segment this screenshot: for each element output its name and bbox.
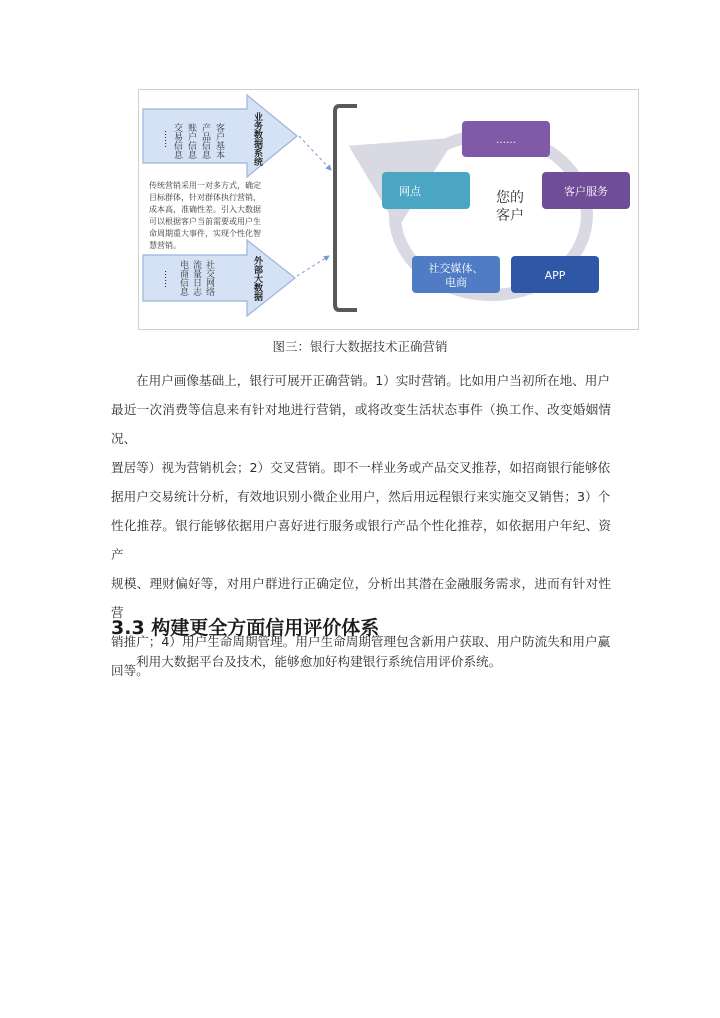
top-arrow-label: 业务数据系统	[252, 112, 262, 166]
bottom-col-2: 流量日志	[191, 260, 201, 296]
figure-diagram	[139, 90, 638, 329]
top-col-3: 产品信息	[200, 123, 210, 159]
section-body: 利用大数据平台及技术，能够愈加好构建银行系统信用评价系统。	[136, 654, 502, 669]
bottom-arrow-columns	[178, 259, 215, 297]
paragraph-line-3: 置居等）视为营销机会；2）交叉营销。即不一样业务或产品交叉推荐，如招商银行能够依	[111, 460, 611, 475]
bracket	[335, 106, 357, 310]
top-col-2: 账户信息	[186, 123, 196, 159]
top-dashed-connector	[299, 136, 331, 170]
paragraph-line-5: 性化推荐。银行能够依据用户喜好进行服务或银行产品个性化推荐，如依据用户年纪、资产	[111, 518, 611, 562]
paragraph-line-7: 销推广；4）用户生命周期管理。用户生命周期管理包含新用户获取、用户防流失和用户赢	[111, 634, 611, 649]
bottom-arrow-ellipsis: ……	[162, 270, 172, 288]
bottom-dashed-connector	[297, 256, 329, 276]
paragraph-line-2: 最近一次消费等信息来有针对地进行营销，或将改变生活状态事件（换工作、改变婚姻情况、	[111, 402, 611, 446]
middle-line-1: 传统营销采用一对多方式，确定	[149, 181, 261, 190]
node-right-label: 客户服务	[564, 185, 608, 198]
middle-line-3: 成本高，准确性差。引入大数据	[149, 205, 261, 214]
paragraph-line-1	[111, 366, 611, 395]
section-heading: 3.3 构建更全方面信用评价体系	[111, 617, 380, 639]
paragraph-line-1-text: 在用户画像基础上，银行可展开正确营销。1）实时营销。比如用户当初所在地、用户	[136, 373, 610, 388]
cycle-center-line-1: 您的	[496, 190, 524, 206]
middle-line-4: 可以根据客户当前需要或用户生	[149, 217, 261, 226]
top-arrow-ellipsis: ……	[162, 130, 172, 148]
bottom-col-3: 社交网络	[204, 260, 214, 296]
top-col-4: 客户基本	[214, 123, 224, 159]
paragraph-line-8: 回等。	[111, 663, 149, 678]
paragraph-line-6: 规模、理财偏好等，对用户群进行正确定位，分析出其潜在金融服务需求，进而有针对性营	[111, 576, 611, 620]
middle-line-5: 命周期重大事件，实现个性化智	[149, 229, 261, 238]
cycle-center-line-2: 客户	[496, 208, 524, 224]
node-bottom-left-label-2: 电商	[445, 276, 467, 289]
bottom-arrow-label: 外部大数据	[252, 256, 262, 301]
top-col-1: 交易信息	[172, 123, 182, 159]
node-left-label: 网点	[399, 185, 421, 198]
middle-description	[149, 180, 261, 250]
middle-line-2: 目标群体，针对群体执行营销，	[149, 193, 261, 202]
figure-bank-big-data-marketing	[138, 89, 639, 330]
node-bottom-left-label-1: 社交媒体、	[428, 262, 484, 275]
paragraph-line-4: 据用户交易统计分析，有效地识别小微企业用户，然后用远程银行来实施交叉销售；3）个	[111, 489, 611, 504]
figure-caption: 图三：银行大数据技术正确营销	[272, 339, 448, 354]
node-bottom-right-label: APP	[544, 269, 566, 282]
middle-line-6: 慧营销。	[149, 241, 181, 250]
bottom-col-1: 电商信息	[178, 260, 188, 296]
node-top-label: ……	[496, 135, 516, 146]
node-left	[382, 172, 470, 209]
